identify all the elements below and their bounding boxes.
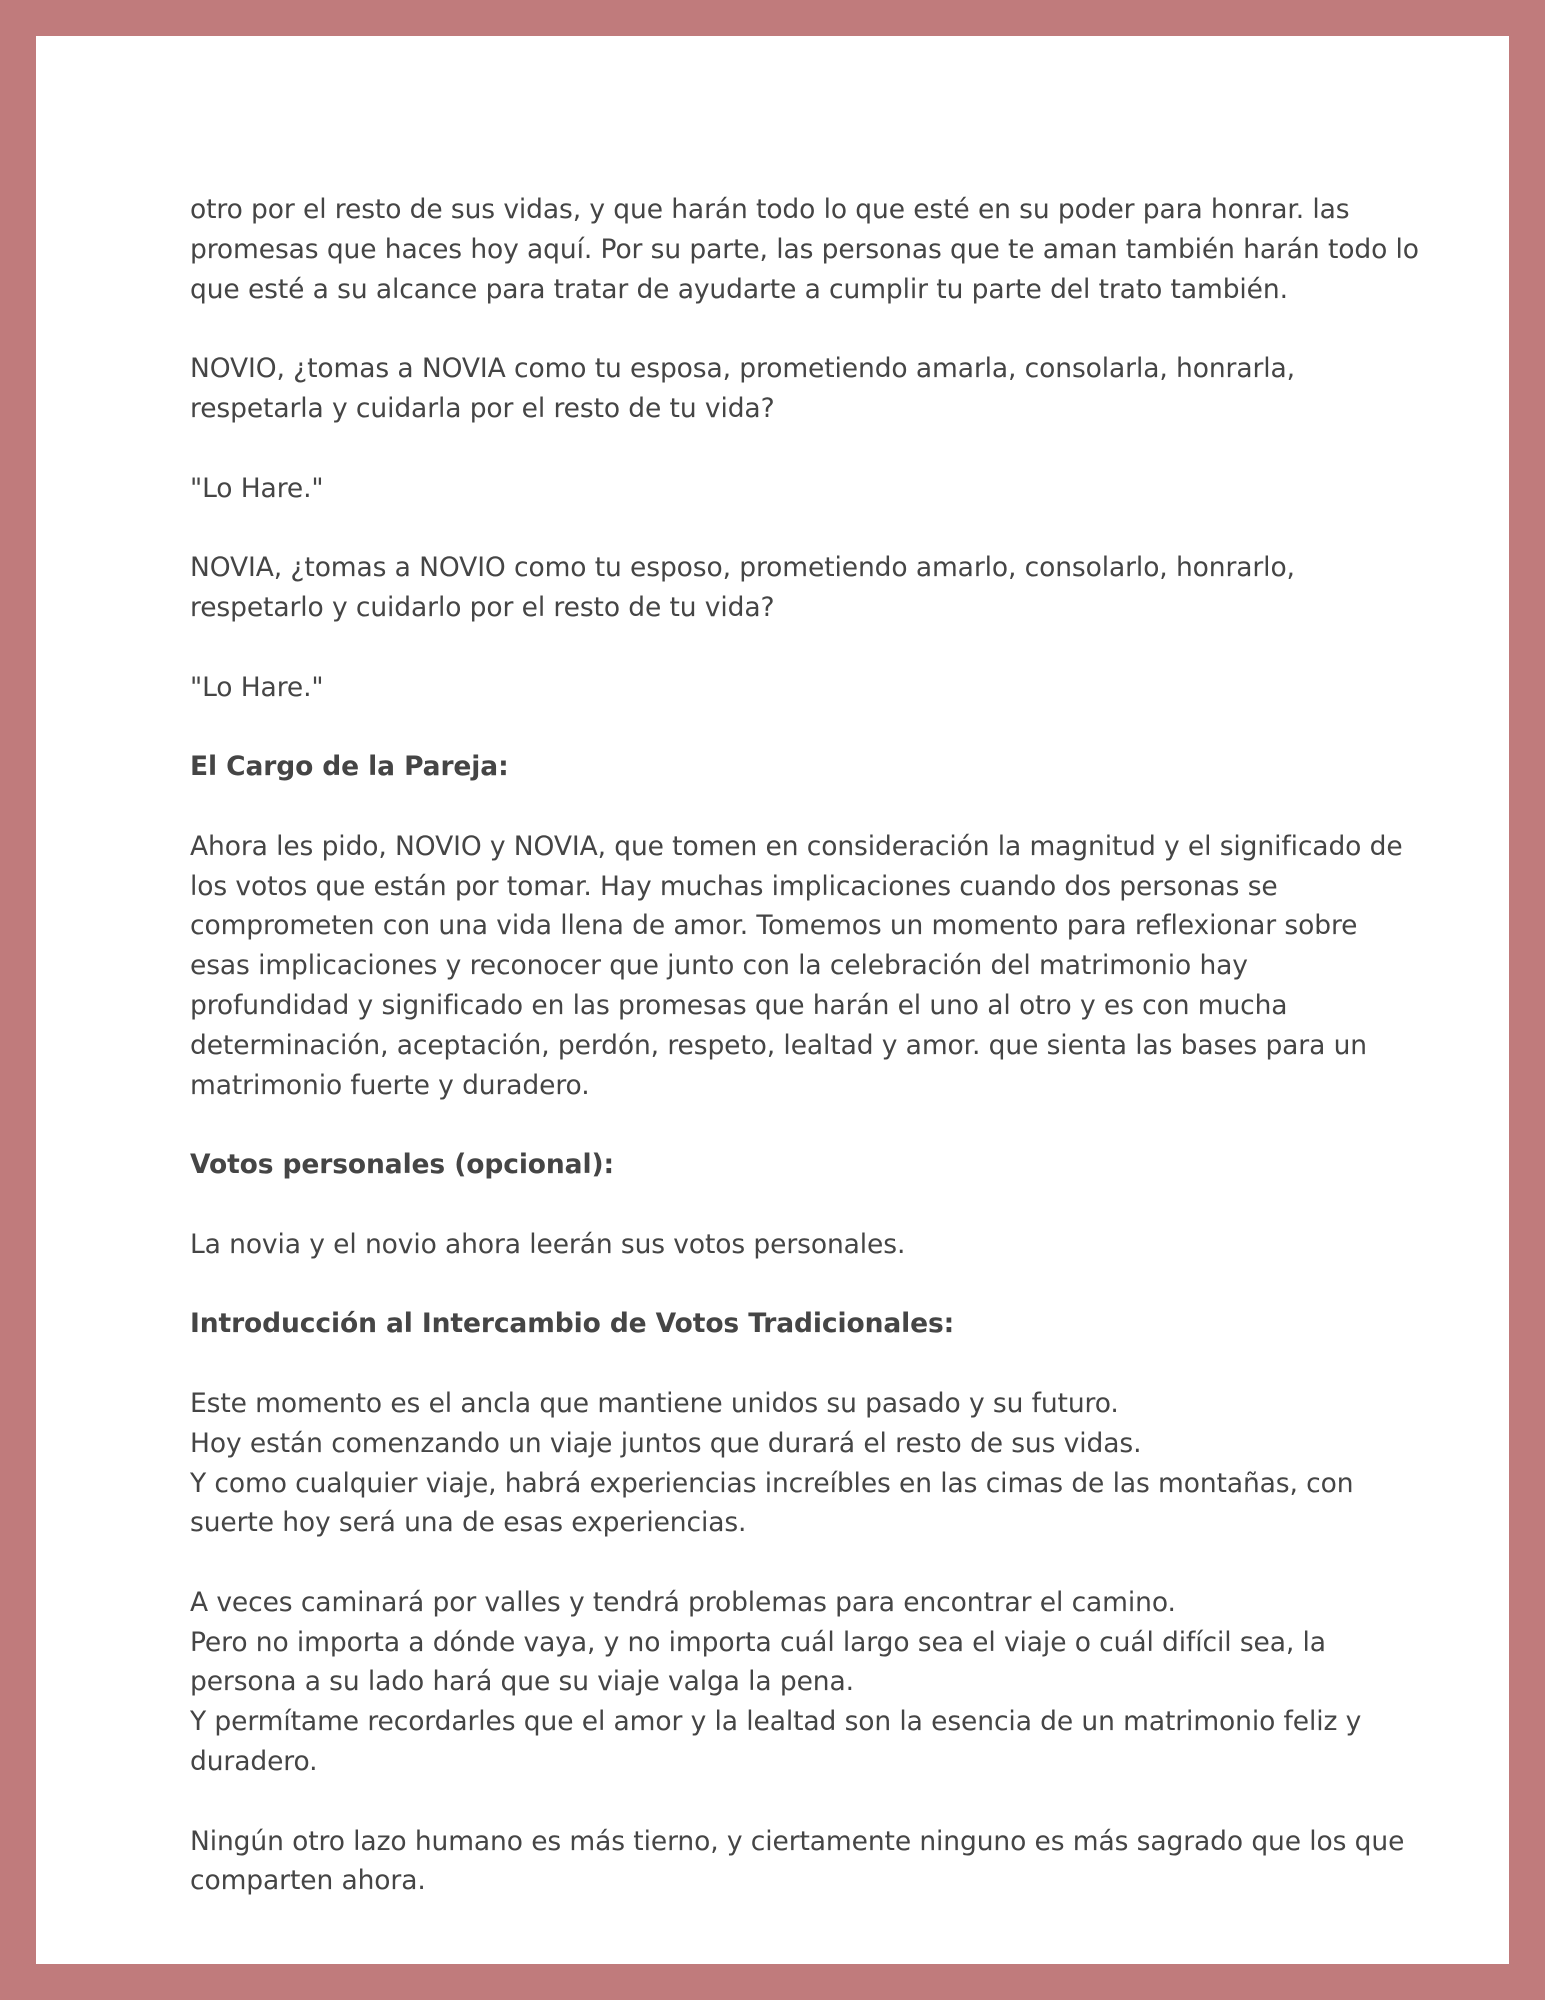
text-line: Hoy están comenzando un viaje juntos que durará el resto de sus vidas. [190,1427,1142,1459]
text-line: respetarlo y cuidarlo por el resto de tu vida? [190,591,775,623]
text-line: Ningún otro lazo humano es más tierno, y ciertamente ninguno es más sagrado que los que [190,1825,1405,1857]
text-line: "Lo Hare." [190,472,324,504]
paragraph [190,1822,1450,1902]
text-line: duradero. [190,1746,318,1778]
paragraph [190,1384,1450,1543]
paragraph [190,827,1450,1106]
text-line: comparten ahora. [190,1865,426,1897]
text-line: esas implicaciones y reconocer que junto con la celebración del matrimonio hay [190,950,1248,982]
paragraph [190,190,1450,309]
text-line: A veces caminará por valles y tendrá problemas para encontrar el camino. [190,1586,1176,1618]
text-line: Y permítame recordarles que el amor y la lealtad son la esencia de un matrimonio feliz y [190,1706,1362,1738]
text-line: determinación, aceptación, perdón, respeto, lealtad y amor. que sienta las bases para un [190,1029,1367,1061]
text-line: matrimonio fuerte y duradero. [190,1069,590,1101]
text-line: NOVIO, ¿tomas a NOVIA como tu esposa, prometiendo amarla, consolarla, honrarla, [190,353,1295,385]
text-line: Votos personales (opcional): [190,1149,614,1181]
text-line: Ahora les pido, NOVIO y NOVIA, que tomen en consideración la magnitud y el significado de [190,830,1403,862]
paragraph [190,1225,1450,1265]
text-line: suerte hoy será una de esas experiencias. [190,1507,747,1539]
text-line: La novia y el novio ahora leerán sus votos personales. [190,1228,906,1260]
section-heading [190,747,1450,787]
paragraph [190,668,1450,708]
text-line: El Cargo de la Pareja: [190,751,509,783]
text-line: profundidad y significado en las promesas que harán el uno al otro y es con mucha [190,989,1288,1021]
document-page [36,36,1509,1964]
paragraph [190,469,1450,509]
text-line: "Lo Hare." [190,671,324,703]
text-line: promesas que haces hoy aquí. Por su parte, las personas que te aman también harán todo lo [190,233,1419,265]
section-heading [190,1145,1450,1185]
paragraph [190,1583,1450,1782]
text-line: respetarla y cuidarla por el resto de tu vida? [190,392,775,424]
text-line: que esté a su alcance para tratar de ayudarte a cumplir tu parte del trato también. [190,273,1288,305]
text-line: Introducción al Intercambio de Votos Tradicionales: [190,1308,955,1340]
section-heading [190,1304,1450,1344]
text-line: Este momento es el ancla que mantiene unidos su pasado y su futuro. [190,1387,1119,1419]
text-line: los votos que están por tomar. Hay muchas implicaciones cuando dos personas se [190,870,1278,902]
text-line: NOVIA, ¿tomas a NOVIO como tu esposo, prometiendo amarlo, consolarlo, honrarlo, [190,552,1295,584]
text-line: otro por el resto de sus vidas, y que harán todo lo que esté en su poder para honrar. las [190,194,1350,225]
document-body [190,190,1450,1941]
text-line: Pero no importa a dónde vaya, y no importa cuál largo sea el viaje o cuál difícil sea, la [190,1626,1326,1658]
paragraph [190,548,1450,628]
text-line: persona a su lado hará que su viaje valga la pena. [190,1666,854,1698]
paragraph [190,349,1450,429]
text-line: comprometen con una vida llena de amor. Tomemos un momento para reflexionar sobre [190,910,1358,942]
text-line: Y como cualquier viaje, habrá experiencias increíbles en las cimas de las montañas, con [190,1467,1354,1499]
